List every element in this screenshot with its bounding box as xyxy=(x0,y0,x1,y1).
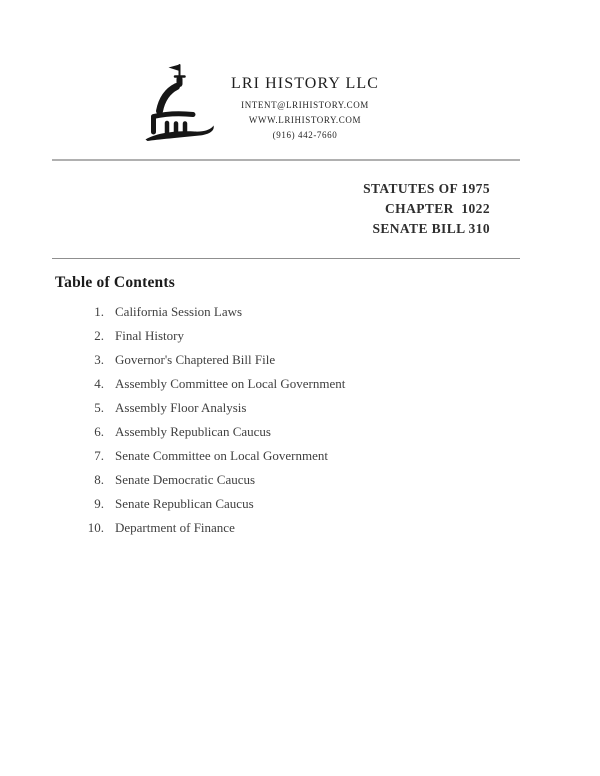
toc-item-number: 10. xyxy=(87,520,104,535)
senate-bill-line: SENATE BILL 310 xyxy=(372,221,490,236)
toc-item xyxy=(0,516,520,540)
toc-item-number: 2. xyxy=(94,328,104,343)
toc-item-number: 1. xyxy=(94,304,104,319)
statute-reference-block xyxy=(363,179,490,239)
toc-list xyxy=(0,300,520,540)
toc-item-label: Senate Democratic Caucus xyxy=(115,472,256,487)
divider-bottom xyxy=(52,258,520,259)
toc-item-number: 9. xyxy=(94,496,104,511)
letterhead-text xyxy=(196,74,414,143)
toc-item-number: 3. xyxy=(94,352,104,367)
toc-item xyxy=(0,444,520,468)
phone-line: (916) 442-7660 xyxy=(272,130,338,140)
toc-item xyxy=(0,420,520,444)
toc-item-label: Department of Finance xyxy=(115,520,235,535)
toc-item-number: 4. xyxy=(94,376,104,391)
website-line: WWW.LRIHISTORY.COM xyxy=(248,115,362,125)
statutes-year-line: STATUTES OF 1975 xyxy=(363,181,490,196)
toc-item xyxy=(0,468,520,492)
toc-item-label: Final History xyxy=(115,328,184,343)
toc-item-label: Assembly Committee on Local Government xyxy=(115,376,346,391)
toc-item xyxy=(0,324,520,348)
toc-title: Table of Contents xyxy=(55,274,175,291)
toc-item-label: Senate Republican Caucus xyxy=(115,496,254,511)
toc-item xyxy=(0,372,520,396)
toc-item xyxy=(0,492,520,516)
toc-item-number: 8. xyxy=(94,472,104,487)
toc-item-label: Senate Committee on Local Government xyxy=(115,448,328,463)
toc-item-number: 7. xyxy=(94,448,104,463)
email-line: INTENT@LRIHISTORY.COM xyxy=(241,100,369,110)
toc-item-number: 5. xyxy=(94,400,104,415)
company-name: LRI HISTORY LLC xyxy=(230,75,380,92)
toc-item-label: Assembly Republican Caucus xyxy=(115,424,271,439)
toc-item xyxy=(0,396,520,420)
toc-item xyxy=(0,348,520,372)
toc-item-label: Assembly Floor Analysis xyxy=(115,400,247,415)
toc-item-number: 6. xyxy=(94,424,104,439)
divider-top xyxy=(52,159,520,161)
toc-item-label: Governor's Chaptered Bill File xyxy=(115,352,276,367)
toc-item-label: California Session Laws xyxy=(115,304,243,319)
chapter-line: CHAPTER 1022 xyxy=(385,201,490,216)
toc-item xyxy=(0,300,520,324)
